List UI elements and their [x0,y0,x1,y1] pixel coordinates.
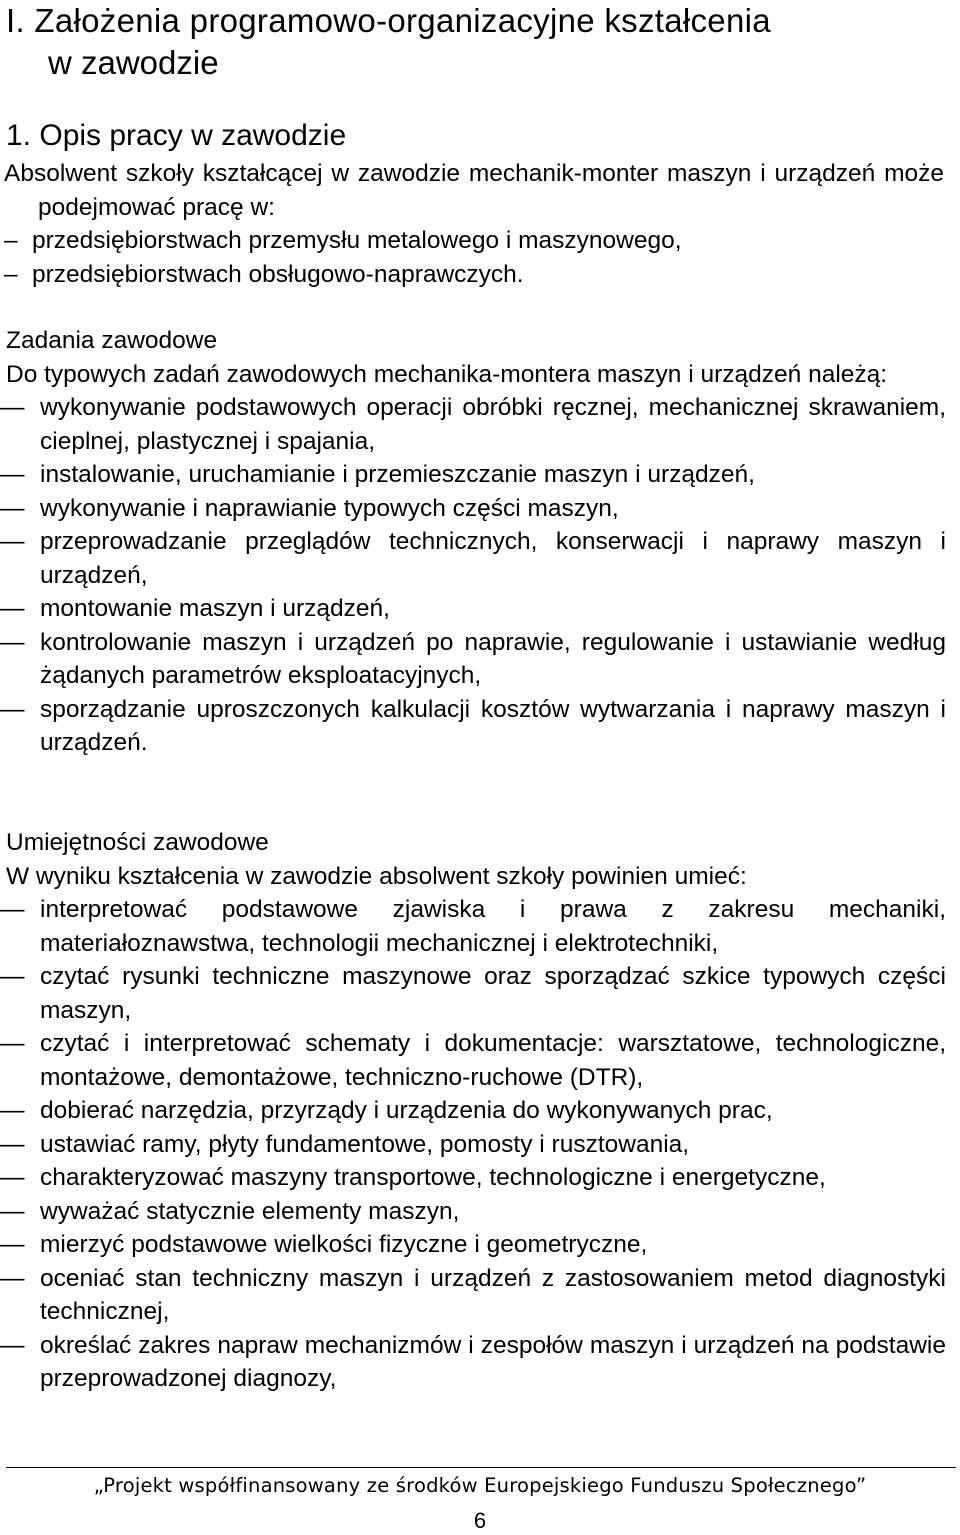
dash-bullet: — [0,1164,25,1191]
list-item-text: przeprowadzanie przeglądów technicznych, konserwacji i naprawy maszyn i urządzeń, [40,528,946,589]
dash-bullet: — [0,494,25,522]
dash-bullet: — [0,1130,25,1158]
list-item [4,224,944,258]
list-item [0,525,946,592]
section-heading: 1. Opis pracy w zawodzie [6,119,347,152]
list-item [0,592,946,626]
list-item [0,458,946,492]
skills-heading: Umiejętności zawodowe [6,829,269,856]
dash-bullet: – [4,227,18,254]
list-item-text: wykonywanie i naprawianie typowych części maszyn, [40,494,619,522]
list-item-text: czytać rysunki techniczne maszynowe oraz sporządzać szkice typowych części maszyn, [40,963,946,1024]
list-item-text: przedsiębiorstwach przemysłu metalowego i maszynowego, [32,227,682,254]
dash-bullet: — [0,1231,25,1258]
list-item [0,1128,946,1162]
list-item-text: wykonywanie podstawowych operacji obróbki ręcznej, mechanicznej skrawaniem, cieplnej, plastycznej i spajania, [40,394,946,455]
dash-bullet: – [4,260,18,288]
list-item [0,1228,946,1262]
list-item [4,258,944,292]
dash-bullet: — [0,394,25,421]
list-item-text: mierzyć podstawowe wielkości fizyczne i geometryczne, [40,1231,648,1258]
skills-intro: W wyniku kształcenia w zawodzie absolwent szkoły powinien umieć: [6,862,747,890]
list-item-text: dobierać narzędzia, przyrządy i urządzenia do wykonywanych prac, [40,1097,773,1124]
list-item-text: interpretować podstawowe zjawiska i prawa z zakresu mechaniki, materiałoznawstwa, technologii mechanicznej i elektrotechniki, [40,896,946,957]
intro-paragraph: Absolwent szkoły kształcącej w zawodzie mechanik-monter maszyn i urządzeń może podejmować pracę w: [4,160,944,221]
list-item-text: określać zakres napraw mechanizmów i zespołów maszyn i urządzeń na podstawie przeprowadzonej diagnozy, [40,1331,946,1392]
dash-bullet: — [0,461,25,488]
dash-bullet: — [0,595,25,622]
list-item-text: sporządzanie uproszczonych kalkulacji kosztów wytwarzania i naprawy maszyn i urządzeń. [40,695,946,756]
list-item-text: montowanie maszyn i urządzeń, [40,595,390,622]
tasks-intro: Do typowych zadań zawodowych mechanika-montera maszyn i urządzeń należą: [6,360,888,388]
list-item [0,1094,946,1128]
dash-bullet: — [0,963,25,990]
footer-divider [6,1467,956,1468]
skills-list [0,893,946,1396]
dash-bullet: — [0,1030,25,1057]
list-item [0,1329,946,1396]
list-item [0,960,946,1027]
tasks-list [0,391,946,760]
tasks-block [0,324,946,760]
job-description-block [4,157,944,291]
list-item-text: ustawiać ramy, płyty fundamentowe, pomosty i rusztowania, [40,1130,690,1158]
list-item-text: charakteryzować maszyny transportowe, technologiczne i energetyczne, [40,1164,826,1191]
dash-bullet: — [0,628,25,656]
dash-bullet: — [0,896,25,923]
dash-bullet: — [0,1197,25,1225]
workplace-list [4,224,944,291]
dash-bullet: — [0,1264,25,1292]
dash-bullet: — [0,1331,25,1359]
list-item [0,391,946,458]
dash-bullet: — [0,695,25,723]
dash-bullet: — [0,528,25,555]
list-item [0,492,946,526]
list-item [0,1027,946,1094]
chapter-title-line2: w zawodzie [48,44,219,81]
list-item-text: oceniać stan techniczny maszyn i urządzeń z zastosowaniem metod diagnostyki technicznej, [40,1264,946,1325]
list-item-text: instalowanie, uruchamianie i przemieszczanie maszyn i urządzeń, [40,461,755,488]
list-item [0,1161,946,1195]
skills-block [0,826,946,1396]
dash-bullet: — [0,1097,25,1124]
list-item [0,693,946,760]
list-item-text: przedsiębiorstwach obsługowo-naprawczych. [32,260,524,288]
chapter-title-line1: I. Założenia programowo-organizacyjne kształcenia [6,2,771,39]
list-item-text: wyważać statycznie elementy maszyn, [40,1197,460,1225]
list-item [0,1195,946,1229]
list-item [0,1262,946,1329]
page-number: 6 [473,1508,487,1533]
list-item-text: kontrolowanie maszyn i urządzeń po naprawie, regulowanie i ustawianie według żądanych parametrów eksploatacyjnych, [40,628,946,689]
list-item [0,626,946,693]
footer-funding-note: „Projekt współfinansowany ze środków Europejskiego Funduszu Społecznego” [93,1474,867,1497]
list-item [0,893,946,960]
tasks-heading: Zadania zawodowe [6,327,218,354]
chapter-title [6,0,946,84]
list-item-text: czytać i interpretować schematy i dokumentacje: warsztatowe, technologiczne, montażowe, demontażowe, techniczno-ruchowe (DTR), [40,1030,946,1091]
